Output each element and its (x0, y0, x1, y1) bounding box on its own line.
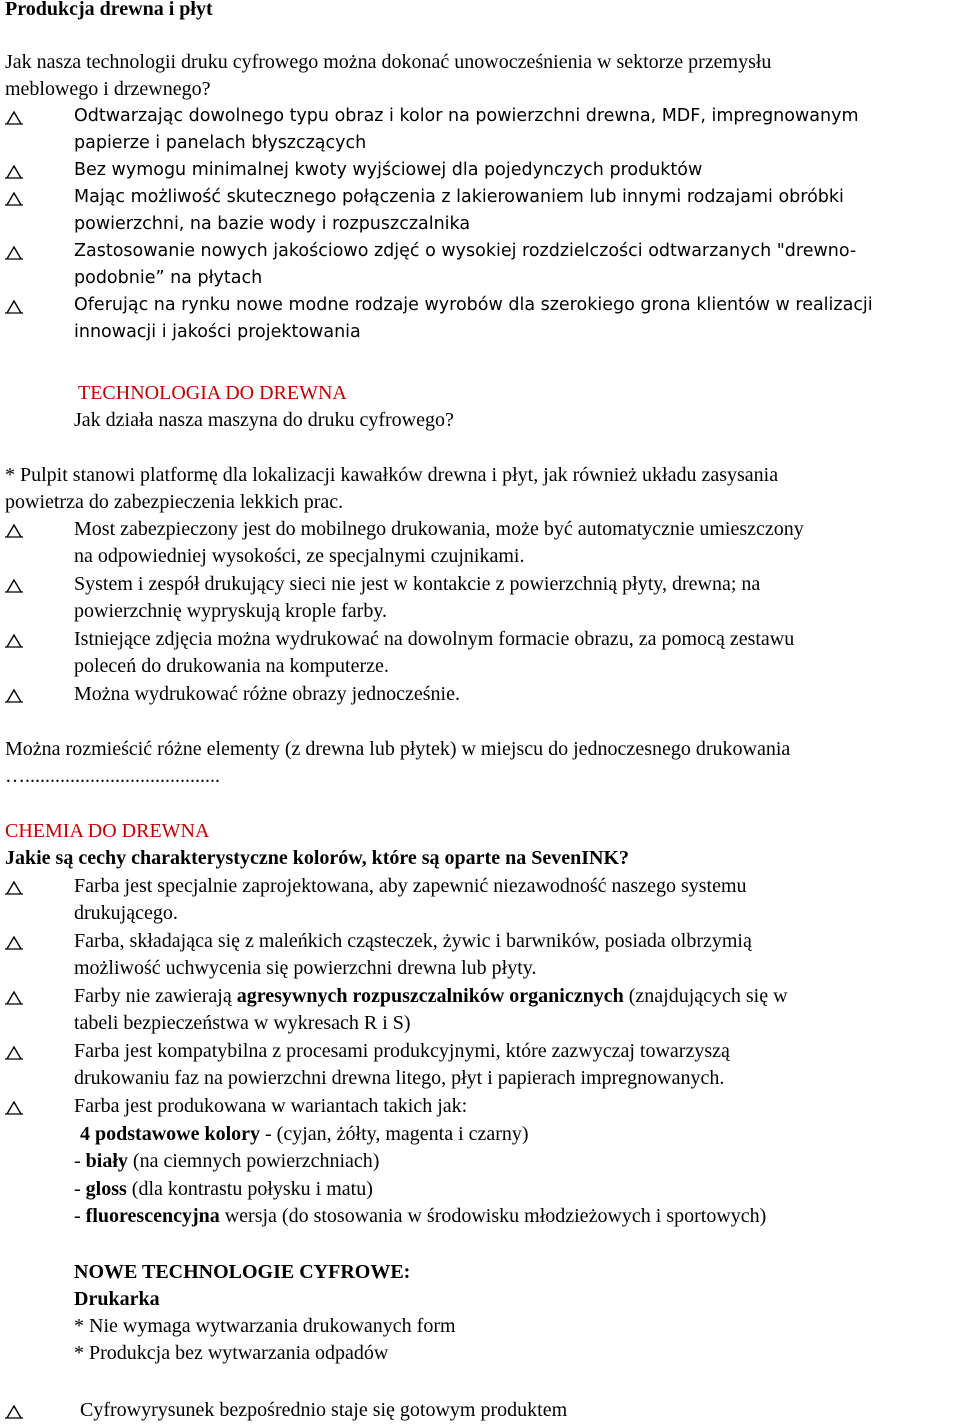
list-item-line: Zastosowanie nowych jakościowo zdjęć o wysokiej rozdzielczości odtwarzanych "drewno- (74, 241, 857, 261)
list-item-line: Farba jest kompatybilna z procesami produkcyjnymi, które zazwyczaj towarzyszą (74, 1040, 730, 1062)
list-item-line: Cyfrowyrysunek bezpośrednio staje się gotowym produktem (80, 1399, 568, 1421)
list-item-line: poleceń do drukowania na komputerze. (74, 655, 389, 677)
emphasis-text: fluorescencyjna (85, 1205, 220, 1227)
bullet-icon (5, 245, 27, 263)
variant-line (80, 1121, 529, 1148)
bullet-icon (5, 191, 27, 209)
list-item-line: tabeli bezpieczeństwa w wykresach R i S) (74, 1012, 411, 1034)
text-run: wersja (do stosowania w środowisku młodzieżowych i sportowych) (219, 1205, 767, 1227)
emphasis-text: gloss (85, 1178, 127, 1200)
section-heading-new-tech: NOWE TECHNOLOGIE CYFROWE: (74, 1261, 411, 1283)
bullet-icon (5, 633, 27, 651)
list-item-line: Farba jest produkowana w wariantach takich jak: (74, 1095, 468, 1117)
list-item-line: Odtwarzając dowolnego typu obraz i kolor na powierzchni drewna, MDF, impregnowanym (74, 106, 859, 126)
bullet-icon (5, 578, 27, 596)
text-run: (znajdujących się w (623, 985, 788, 1007)
list-item-line: papierze i panelach błyszczących (74, 133, 367, 153)
intro-line-1: Jak nasza technologii druku cyfrowego można dokonać unowocześnienia w sektorze przemysłu (5, 51, 772, 73)
list-item-line: Most zabezpieczony jest do mobilnego drukowania, może być automatycznie umieszczony (74, 518, 804, 540)
bullet-icon (5, 880, 27, 898)
variant-line (74, 1203, 766, 1230)
list-item-line: innowacji i jakości projektowania (74, 322, 361, 342)
paragraph-line: Można rozmieścić różne elementy (z drewna lub płytek) w miejscu do jednoczesnego drukowania (5, 738, 791, 760)
bullet-icon (5, 523, 27, 541)
variant-line (74, 1148, 379, 1175)
list-item-line: Farba, składająca się z maleńkich cząsteczek, żywic i barwników, posiada olbrzymią (74, 930, 752, 952)
text-run: - (74, 1150, 86, 1172)
list-item-line: System i zespół drukujący sieci nie jest w kontakcie z powierzchnią płyty, drewna; na (74, 573, 761, 595)
list-item-line: Mając możliwość skutecznego połączenia z lakierowaniem lub innymi rodzajami obróbki (74, 187, 844, 207)
list-item-line: Farba jest specjalnie zaprojektowana, aby zapewnić niezawodność naszego systemu (74, 875, 747, 897)
section-heading-chemistry: CHEMIA DO DREWNA (5, 820, 210, 842)
list-item-line: na odpowiedniej wysokości, ze specjalnymi czujnikami. (74, 545, 525, 567)
variant-line (74, 1176, 373, 1203)
list-item-line: drukującego. (74, 902, 178, 924)
section-question: Jakie są cechy charakterystyczne kolorów, które są oparte na SevenINK? (5, 847, 630, 869)
list-item-line: Oferując na rynku nowe modne rodzaje wyrobów dla szerokiego grona klientów w realizacji (74, 295, 873, 315)
text-run: - (74, 1205, 86, 1227)
list-item-line: Można wydrukować różne obrazy jednocześnie. (74, 683, 460, 705)
section-question: Jak działa nasza maszyna do druku cyfrowego? (74, 409, 454, 431)
text-run: - (74, 1178, 86, 1200)
page-title: Produkcja drewna i płyt (5, 0, 213, 20)
text-run: (dla kontrastu połysku i matu) (126, 1178, 373, 1200)
bullet-icon (5, 1045, 27, 1063)
bullet-icon (5, 688, 27, 706)
list-item-line: drukowaniu faz na powierzchni drewna litego, płyt i papierach impregnowanych. (74, 1067, 725, 1089)
text-run: - (cyjan, żółty, magenta i czarny) (260, 1123, 529, 1145)
intro-line-2: meblowego i drzewnego? (5, 78, 211, 100)
text-run: Farby nie zawierają (74, 985, 237, 1007)
text-run: (na ciemnych powierzchniach) (127, 1150, 380, 1172)
bullet-icon (5, 1100, 27, 1118)
paragraph-line: * Produkcja bez wytwarzania odpadów (74, 1342, 389, 1364)
bullet-icon (5, 935, 27, 953)
paragraph-line: * Pulpit stanowi platformę dla lokalizacji kawałków drewna i płyt, jak również układu zasysania (5, 464, 779, 486)
list-item-line: powierzchnię wypryskują krople farby. (74, 600, 388, 622)
paragraph-line: …....................................... (5, 765, 220, 787)
list-item-line (74, 983, 788, 1010)
list-item-line: Istniejące zdjęcia można wydrukować na dowolnym formacie obrazu, za pomocą zestawu (74, 628, 795, 650)
list-item-line: możliwość uchwycenia się powierzchni drewna lub płyty. (74, 957, 537, 979)
paragraph-line: * Nie wymaga wytwarzania drukowanych form (74, 1315, 456, 1337)
emphasis-text: biały (85, 1150, 128, 1172)
paragraph-line: powietrza do zabezpieczenia lekkich prac. (5, 491, 344, 513)
list-item-line: Bez wymogu minimalnej kwoty wyjściowej dla pojedynczych produktów (74, 160, 703, 180)
bullet-icon (5, 1404, 27, 1422)
list-item-line: podobnie” na płytach (74, 268, 263, 288)
bullet-icon (5, 990, 27, 1008)
bullet-icon (5, 164, 27, 182)
emphasis-text: agresywnych rozpuszczalników organicznych (236, 985, 624, 1007)
bullet-icon (5, 299, 27, 317)
subheading-printer: Drukarka (74, 1288, 160, 1310)
section-heading-technology: TECHNOLOGIA DO DREWNA (78, 382, 347, 404)
emphasis-text: 4 podstawowe kolory (80, 1123, 261, 1145)
list-item-line: powierzchni, na bazie wody i rozpuszczalnika (74, 214, 471, 234)
bullet-icon (5, 110, 27, 128)
